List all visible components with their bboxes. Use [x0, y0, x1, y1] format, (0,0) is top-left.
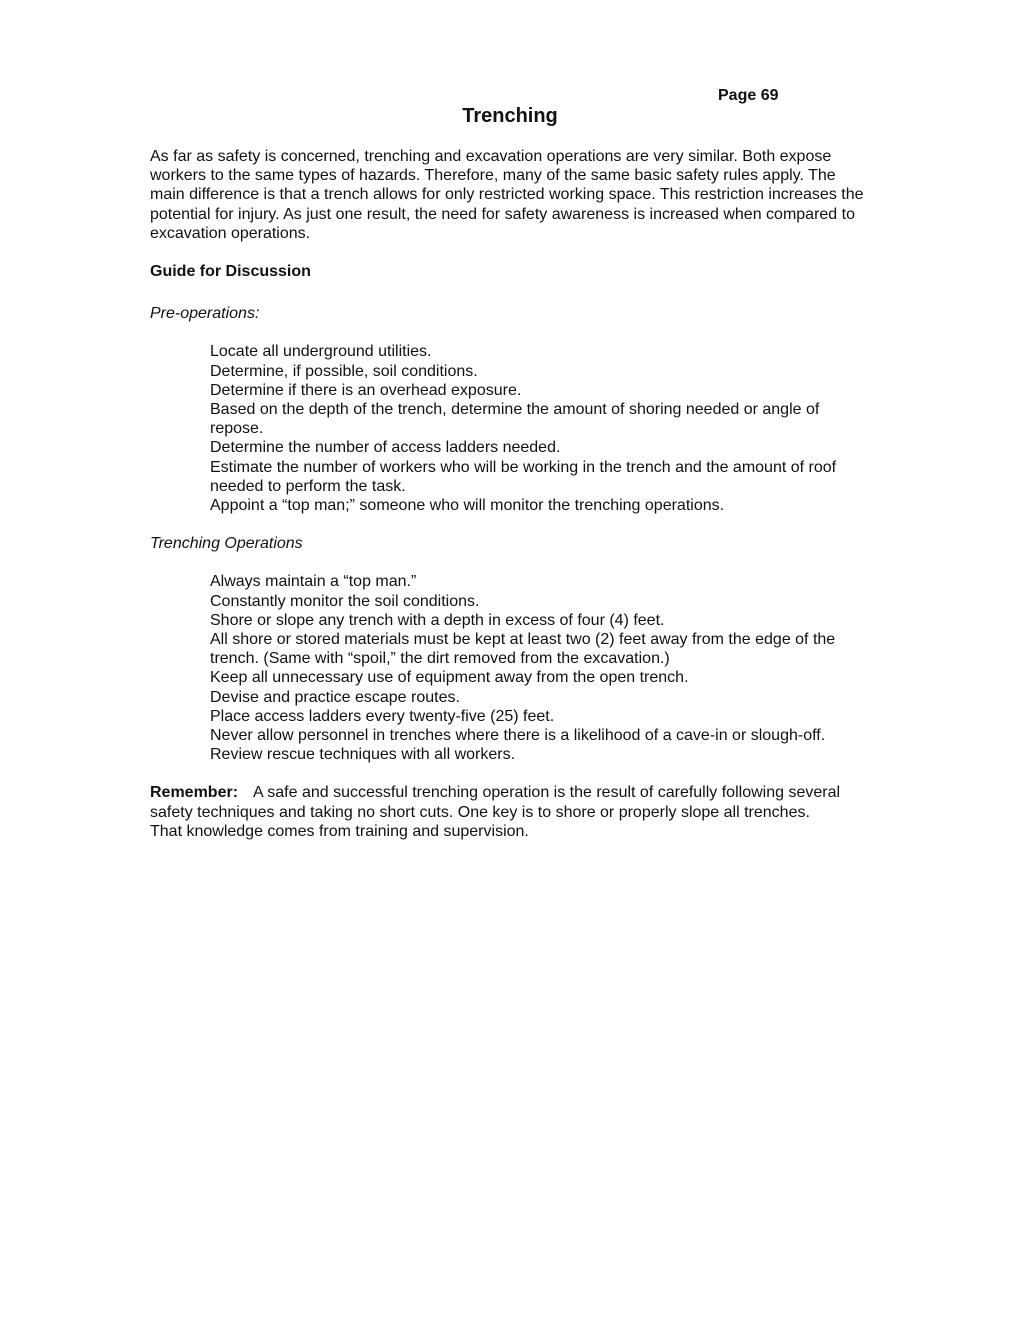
pre-operations-list — [210, 342, 870, 515]
list-item: Always maintain a “top man.” — [210, 573, 417, 591]
list-item: Determine if there is an overhead exposure. — [210, 381, 522, 399]
remember-paragraph — [150, 783, 840, 841]
list-item: Devise and practice escape routes. — [210, 688, 460, 706]
trenching-operations-heading: Trenching Operations — [150, 535, 303, 553]
list-item: Constantly monitor the soil conditions. — [210, 592, 480, 610]
list-item: All shore or stored materials must be kept at least two (2) feet away from the edge of the trench. (Same with “spoil,” the dirt removed from the excavation.) — [210, 631, 836, 668]
list-item: Appoint a “top man;” someone who will monitor the trenching operations. — [210, 497, 725, 515]
page-title: Trenching — [462, 105, 558, 127]
list-item: Determine the number of access ladders needed. — [210, 439, 561, 457]
remember-label: Remember: — [150, 784, 239, 802]
trenching-operations-list — [210, 572, 870, 764]
page-number: Page 69 — [718, 87, 779, 104]
list-item: Never allow personnel in trenches where there is a likelihood of a cave-in or slough-off. — [210, 727, 826, 745]
intro-paragraph: As far as safety is concerned, trenching and excavation operations are very similar. Both expose workers to the same types of hazards. Therefore, many of the same basic safety rules apply. The main difference is that a trench allows for only restricted working space. This restriction increases the potential for injury. As just one result, the need for safety awareness is increased when compared to excavation operations. — [150, 148, 864, 242]
guide-heading: Guide for Discussion — [150, 263, 311, 281]
list-item: Place access ladders every twenty-five (25) feet. — [210, 707, 555, 725]
list-item: Determine, if possible, soil conditions. — [210, 362, 478, 380]
list-item: Estimate the number of workers who will be working in the trench and the amount of roof needed to perform the task. — [210, 458, 837, 495]
list-item: Keep all unnecessary use of equipment away from the open trench. — [210, 669, 689, 687]
remember-text: A safe and successful trenching operation is the result of carefully following several safety techniques and taking no short cuts. One key is to shore or properly slope all trenches. That knowledge comes from training and supervision. — [150, 784, 841, 840]
document-body — [150, 147, 880, 841]
list-item: Review rescue techniques with all workers. — [210, 746, 516, 764]
list-item: Locate all underground utilities. — [210, 343, 432, 361]
list-item: Shore or slope any trench with a depth in excess of four (4) feet. — [210, 611, 665, 629]
list-item: Based on the depth of the trench, determine the amount of shoring needed or angle of repose. — [210, 401, 820, 438]
pre-operations-heading: Pre-operations: — [150, 305, 260, 323]
